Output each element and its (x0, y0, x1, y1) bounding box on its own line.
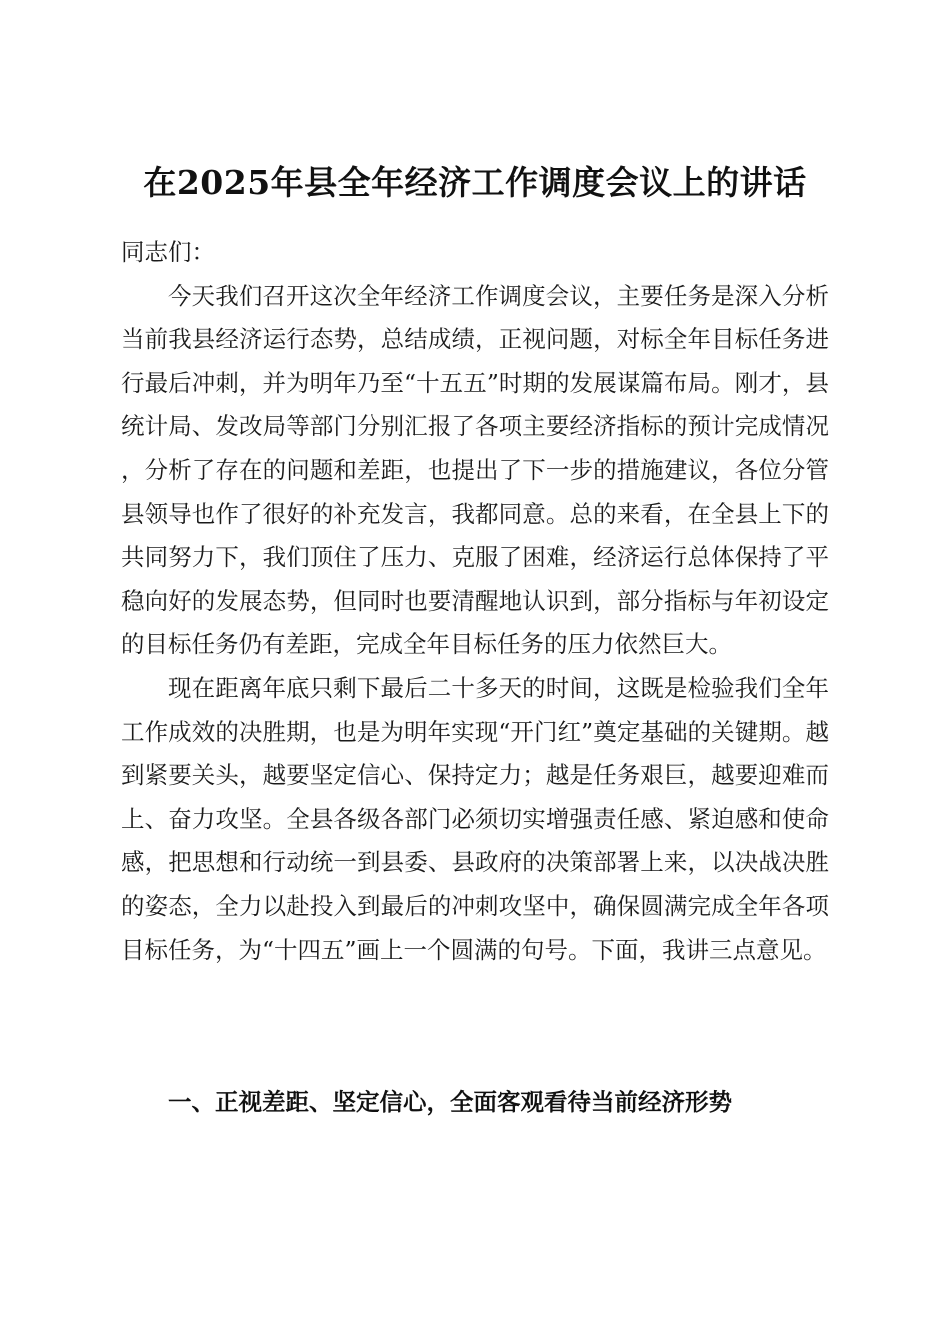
document-title: 在2025年县全年经济工作调度会议上的讲话 (143, 163, 807, 203)
salutation: 同志们： (121, 238, 215, 266)
paragraph-deadline: 现在距离年底只剩下最后二十多天的时间，这既是检验我们全年工作成效的决胜期，也是为明年实现“开门红”奠定基础的关键期。越到紧要关头，越要坚定信心、保持定力；越是任务艰巨，越要迎难而上、奋力攻坚。全县各级各部门必须切实增强责任感、紧迫感和使命感，把思想和行动统一到县委、县政府的决策部署上来，以决战决胜的姿态，全力以赴投入到最后的冲刺攻坚中，确保圆满完成全年各项目标任务，为“十四五”画上一个圆满的句号。下面，我讲三点意见。 (121, 673, 829, 964)
speech-body (121, 231, 829, 972)
section-heading-1: 一、正视差距、坚定信心，全面客观看待当前经济形势 (168, 1088, 732, 1116)
paragraph-opening: 今天我们召开这次全年经济工作调度会议，主要任务是深入分析当前我县经济运行态势，总结成绩，正视问题，对标全年目标任务进行最后冲刺，并为明年乃至“十五五”时期的发展谋篇布局。刚才，县统计局、发改局等部门分别汇报了各项主要经济指标的预计完成情况，分析了存在的问题和差距，也提出了下一步的措施建议，各位分管县领导也作了很好的补充发言，我都同意。总的来看，在全县上下的共同努力下，我们顶住了压力、克服了困难，经济运行总体保持了平稳向好的发展态势，但同时也要清醒地认识到，部分指标与年初设定的目标任务仍有差距，完成全年目标任务的压力依然巨大。 (121, 281, 829, 659)
